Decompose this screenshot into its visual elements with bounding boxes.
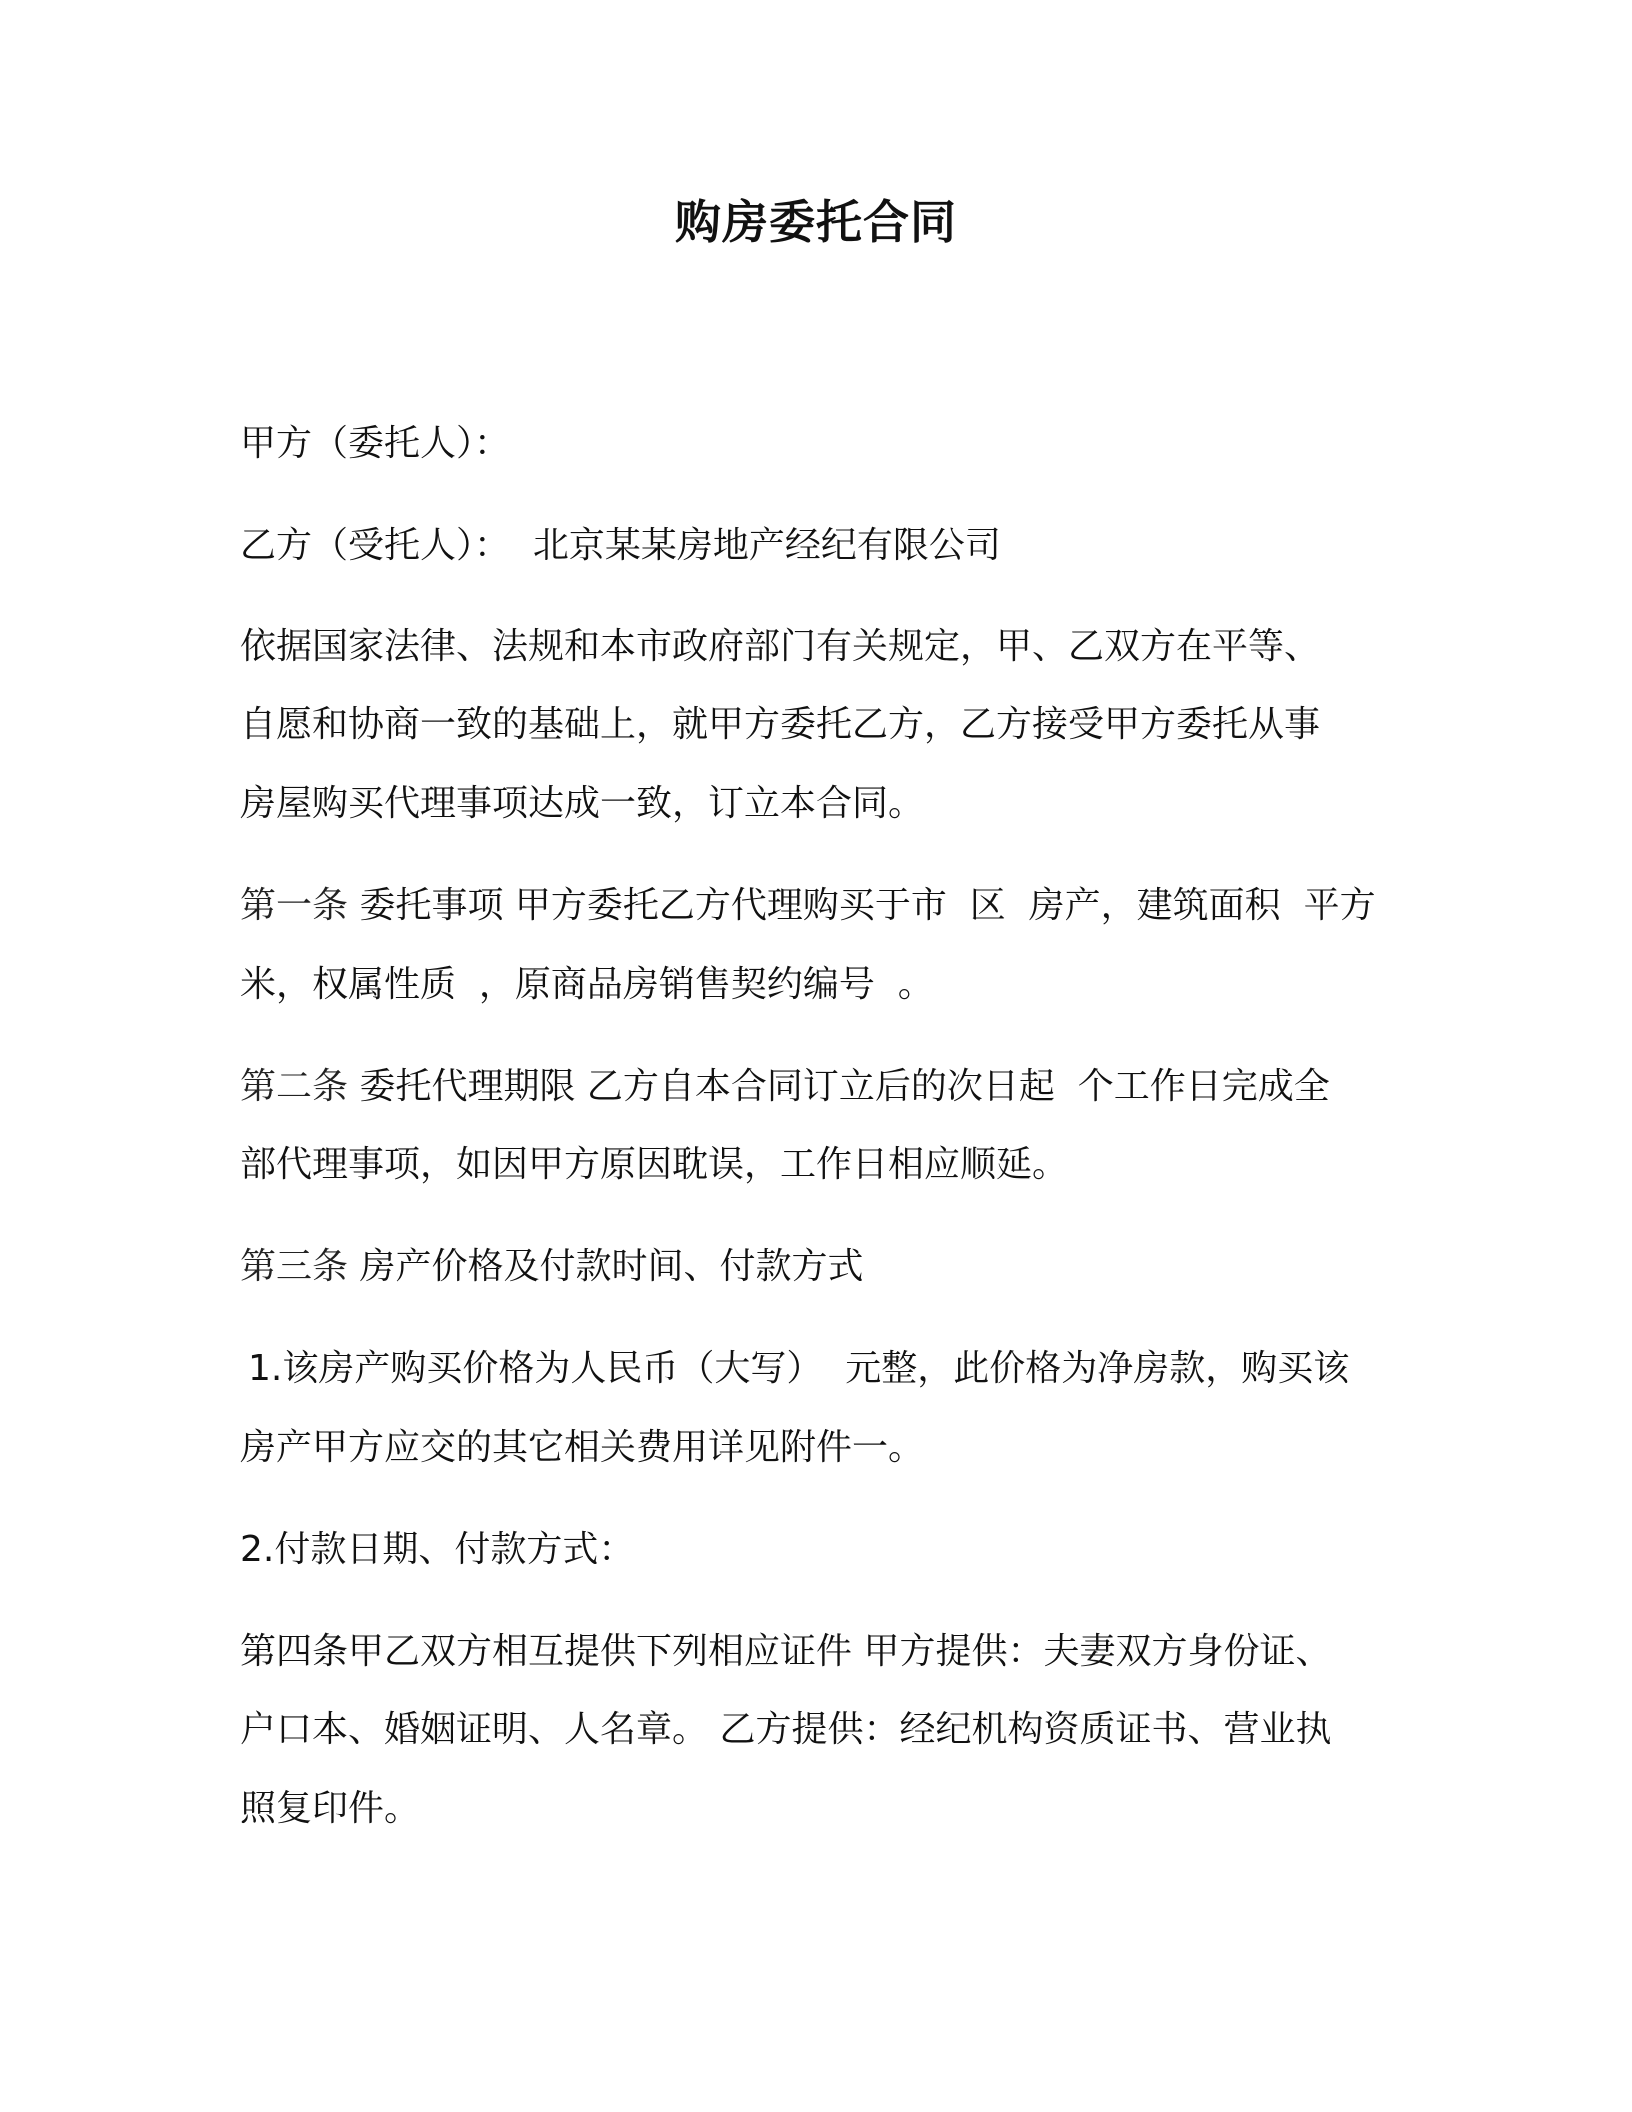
party-b-line: 乙方（受托人）： 北京某某房地产经纪有限公司 [240,525,1001,566]
article-4-line-2: 户口本、婚姻证明、人名章。 乙方提供：经纪机构资质证书、营业执 [240,1709,1332,1750]
article-1-line-2: 米，权属性质 ，原商品房销售契约编号 。 [240,964,934,1005]
article-1-text-1: 委托事项 甲方委托乙方代理购买于市 区 房产，建筑面积 平方 [348,885,1376,926]
contract-title: 购房委托合同 [675,195,957,249]
party-a-line: 甲方（委托人）： [240,423,511,464]
article-4-line-1: 第四条甲乙双方相互提供下列相应证件 甲方提供：夫妻双方身份证、 [240,1631,1332,1672]
article-3-heading-line [240,1243,863,1291]
preamble-line-2: 自愿和协商一致的基础上，就甲方委托乙方，乙方接受甲方委托从事 [240,704,1321,745]
article-4-line-3: 照复印件。 [240,1788,421,1829]
preamble-line-3: 房屋购买代理事项达成一致，订立本合同。 [240,783,925,824]
preamble-line-1: 依据国家法律、法规和本市政府部门有关规定，甲、乙双方在平等、 [240,626,1321,667]
article-3-item-1-line-2: 房产甲方应交的其它相关费用详见附件一。 [240,1427,925,1468]
article-1-line-1 [240,882,1376,930]
article-3-item-1-line-1: 1.该房产购买价格为人民币（大写） 元整，此价格为净房款，购买该 [248,1348,1350,1389]
article-2-line-2: 部代理事项，如因甲方原因耽误，工作日相应顺延。 [240,1144,1069,1185]
article-1-number: 第一条 [240,885,349,926]
article-2-line-1 [240,1063,1330,1111]
article-3-heading: 房产价格及付款时间、付款方式 [348,1246,864,1287]
article-2-text-1: 委托代理期限 乙方自本合同订立后的次日起 个工作日完成全 [348,1066,1330,1107]
article-2-number: 第二条 [240,1066,349,1107]
article-3-item-2: 2.付款日期、付款方式： [240,1529,635,1570]
article-3-number: 第三条 [240,1246,349,1287]
